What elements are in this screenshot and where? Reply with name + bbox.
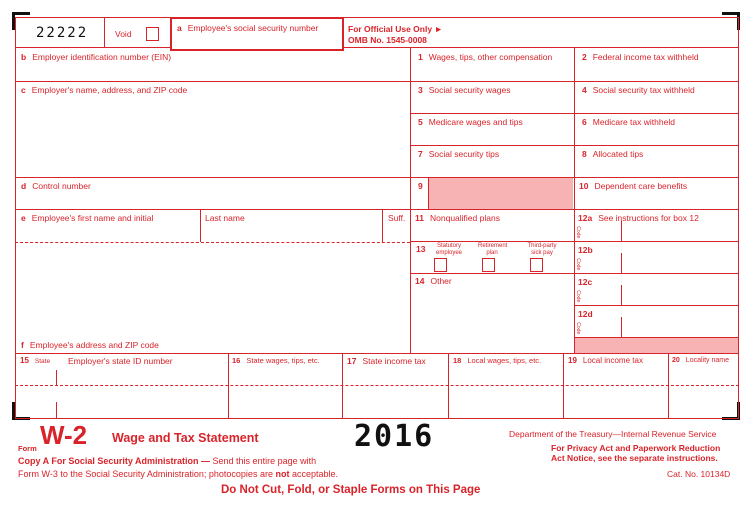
box-2-label: 2 Federal income tax withheld bbox=[582, 52, 699, 62]
void-checkbox[interactable] bbox=[146, 27, 159, 41]
box-c-employer-field[interactable] bbox=[16, 96, 409, 176]
box-12d-shaded-strip bbox=[574, 338, 738, 353]
box-e-last-name-field[interactable] bbox=[201, 224, 381, 241]
statutory-employee-label: Statutory employee bbox=[435, 243, 462, 256]
box-12d-code-label: Code bbox=[575, 322, 582, 335]
box-e-first-name-field[interactable] bbox=[16, 224, 199, 241]
box-e-label: e Employee's first name and initial bbox=[21, 213, 154, 223]
box-12c-code-label: Code bbox=[575, 290, 582, 303]
form-name: W-2 bbox=[40, 420, 88, 450]
box-6-label: 6 Medicare tax withheld bbox=[582, 117, 675, 127]
box-d-control-field[interactable] bbox=[16, 192, 409, 208]
treasury-label: Department of the Treasury—Internal Revenue Service bbox=[509, 429, 717, 439]
catalog-number: Cat. No. 10134D bbox=[667, 469, 731, 479]
box-17-label: 17 State income tax bbox=[347, 356, 426, 366]
box-15-state-id-label: Employer's state ID number bbox=[68, 356, 173, 366]
form-word: Form bbox=[18, 444, 37, 453]
void-label: Void bbox=[115, 29, 132, 39]
box-3-label: 3 Social security wages bbox=[418, 85, 511, 95]
statutory-employee-checkbox[interactable] bbox=[434, 258, 447, 272]
privacy-line-2: Act Notice, see the separate instructions. bbox=[551, 453, 718, 463]
copy-a-line: Copy A For Social Security Administration — Send this entire page with bbox=[18, 456, 317, 466]
box-f-label: f Employee's address and ZIP code bbox=[21, 340, 159, 350]
box-14-label: 14 Other bbox=[415, 276, 452, 286]
box-12c-label: 12c bbox=[578, 277, 593, 287]
form-title: Wage and Tax Statement bbox=[112, 431, 259, 445]
privacy-line-1: For Privacy Act and Paperwork Reduction bbox=[551, 443, 721, 453]
form-code: 22222 bbox=[36, 25, 89, 41]
tax-year: 2016 bbox=[354, 419, 435, 454]
box-a-label: a Employee's social security number bbox=[177, 23, 319, 33]
last-name-label: Last name bbox=[205, 213, 245, 223]
box-15-label: 15 State bbox=[20, 356, 51, 365]
box-f-address-field[interactable] bbox=[16, 244, 409, 336]
box-8-label: 8 Allocated tips bbox=[582, 149, 644, 159]
box-19-label: 19 Local income tax bbox=[568, 356, 643, 365]
do-not-cut-warning: Do Not Cut, Fold, or Staple Forms on This Page bbox=[221, 484, 481, 496]
box-12a-code-label: Code bbox=[575, 226, 582, 239]
box-d-label: d Control number bbox=[21, 181, 91, 191]
box-7-label: 7 Social security tips bbox=[418, 149, 500, 159]
suffix-label: Suff. bbox=[388, 213, 406, 223]
box-a-ssn-field[interactable] bbox=[170, 17, 344, 51]
retirement-plan-label: Retirement plan bbox=[478, 243, 508, 256]
box-12d-label: 12d bbox=[578, 309, 593, 319]
box-13-label: 13 bbox=[416, 244, 426, 254]
box-20-label: 20 Locality name bbox=[672, 357, 729, 364]
box-12a-label: 12a See instructions for box 12 bbox=[578, 213, 699, 223]
official-use-label: For Official Use Only ► bbox=[348, 24, 443, 34]
third-party-sick-pay-checkbox[interactable] bbox=[530, 258, 543, 272]
box-10-label: 10 Dependent care benefits bbox=[579, 181, 688, 191]
box-12b-code-label: Code bbox=[575, 258, 582, 271]
box-5-label: 5 Medicare wages and tips bbox=[418, 117, 523, 127]
box-9-label: 9 bbox=[418, 181, 423, 191]
box-c-label: c Employer's name, address, and ZIP code bbox=[21, 85, 188, 95]
box-e-suffix-field[interactable] bbox=[383, 224, 409, 241]
third-party-sick-pay-label: Third-party sick pay bbox=[527, 243, 557, 256]
box-12b-label: 12b bbox=[578, 245, 593, 255]
box-b-label: b Employer identification number (EIN) bbox=[21, 52, 172, 62]
retirement-plan-checkbox[interactable] bbox=[482, 258, 495, 272]
omb-number: OMB No. 1545-0008 bbox=[348, 35, 427, 45]
box-11-label: 11 Nonqualified plans bbox=[415, 213, 500, 223]
box-16-label: 16 State wages, tips, etc. bbox=[232, 356, 320, 365]
box-9-shaded bbox=[428, 178, 573, 210]
box-4-label: 4 Social security tax withheld bbox=[582, 85, 695, 95]
box-b-ein-field[interactable] bbox=[16, 62, 409, 80]
box-18-label: 18 Local wages, tips, etc. bbox=[453, 356, 542, 365]
copy-a-line-2: Form W-3 to the Social Security Administration; photocopies are not acceptable. bbox=[18, 469, 338, 479]
box-1-label: 1 Wages, tips, other compensation bbox=[418, 52, 553, 62]
